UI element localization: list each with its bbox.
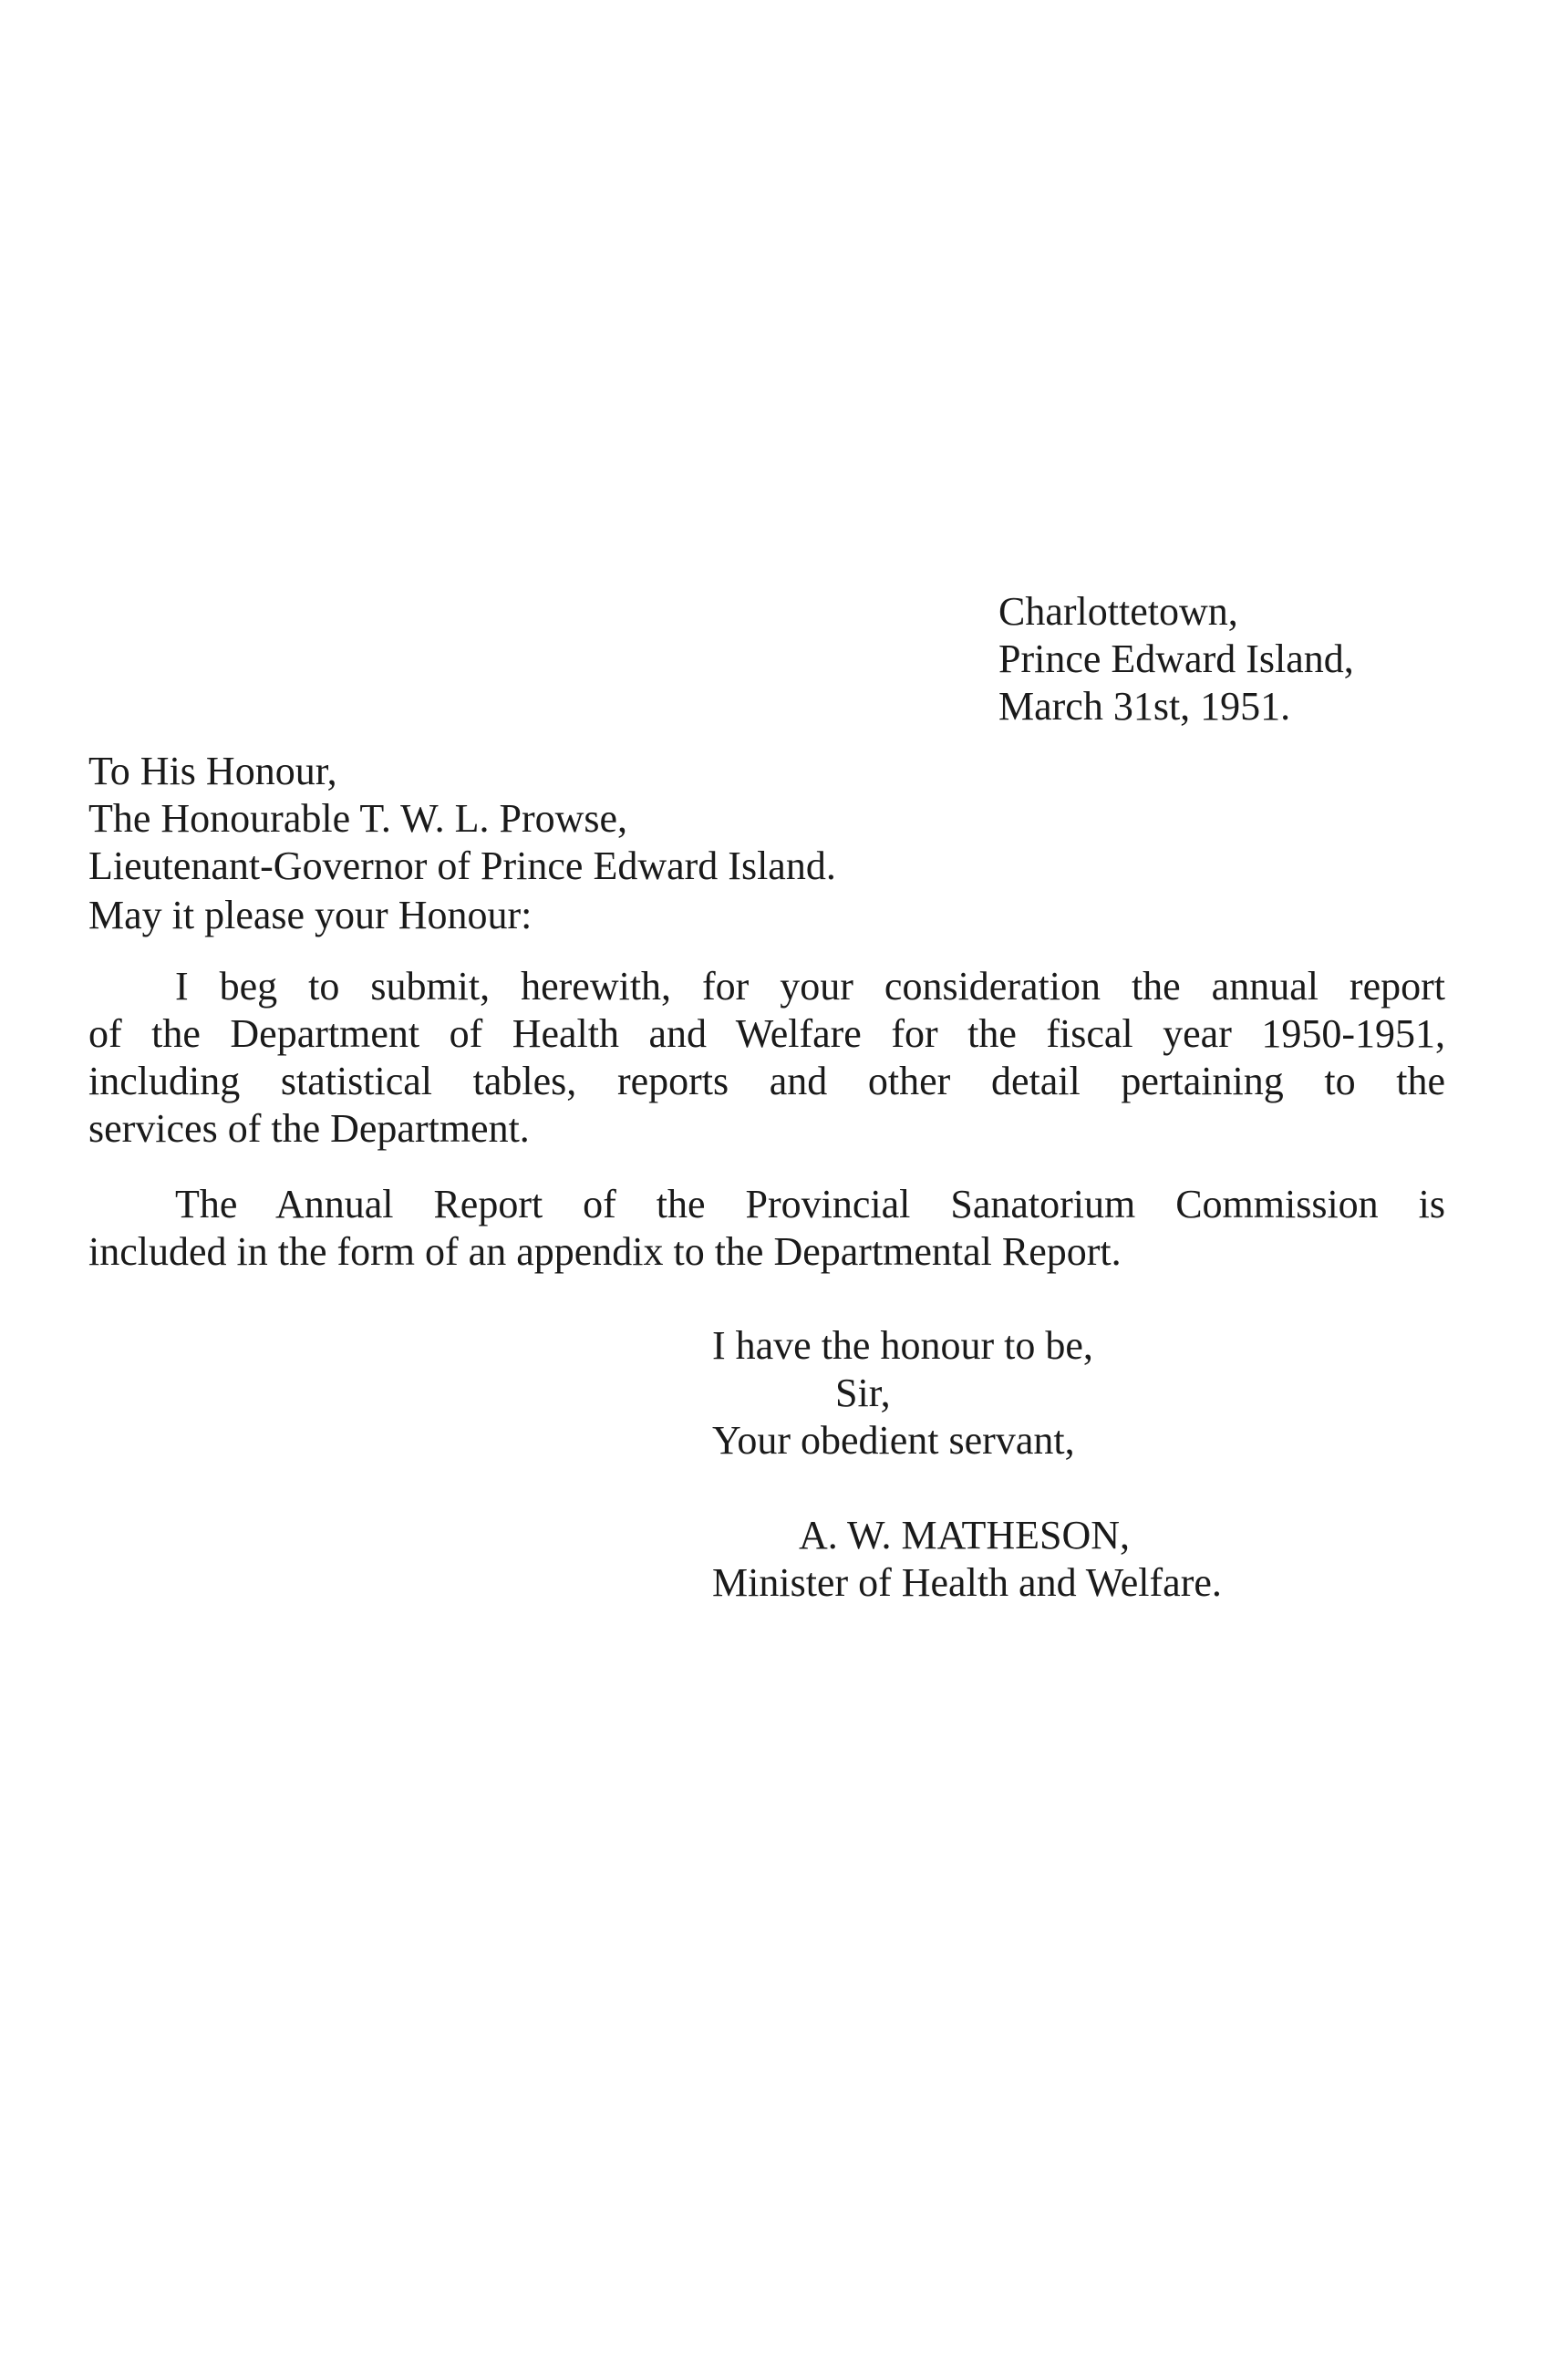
closing-line-1: I have the honour to be, xyxy=(712,1323,1093,1368)
place-city: Charlottetown, xyxy=(998,589,1238,634)
closing-line-3: Your obedient servant, xyxy=(712,1418,1075,1463)
address-line-3: Lieutenant-Governor of Prince Edward Island. xyxy=(88,843,836,888)
paragraph-1-row: including statistical tables, reports and other detail pertaining to the xyxy=(88,1059,1445,1103)
paragraph-1-row: I beg to submit, herewith, for your consideration the annual report xyxy=(175,964,1445,1009)
signatory-name: A. W. MATHESON, xyxy=(799,1513,1131,1557)
salutation: May it please your Honour: xyxy=(88,893,533,937)
address-line-2: The Honourable T. W. L. Prowse, xyxy=(88,796,628,841)
closing-sir: Sir, xyxy=(835,1371,891,1415)
closing-block xyxy=(712,1322,1093,1464)
signature-block xyxy=(712,1512,1222,1607)
place-province: Prince Edward Island, xyxy=(998,636,1354,681)
signatory-title: Minister of Health and Welfare. xyxy=(712,1560,1222,1605)
paragraph-2-row: The Annual Report of the Provincial Sanatorium Commission is xyxy=(175,1182,1445,1226)
letter-date: March 31st, 1951. xyxy=(998,684,1291,729)
paragraph-2-row: included in the form of an appendix to the Departmental Report. xyxy=(88,1229,1122,1274)
paragraph-1-row: of the Department of Health and Welfare for the fiscal year 1950-1951, xyxy=(88,1011,1445,1056)
address-line-1: To His Honour, xyxy=(88,749,337,793)
recipient-address xyxy=(88,748,836,890)
paragraph-1-row: services of the Department. xyxy=(88,1106,530,1151)
body-paragraph-2 xyxy=(88,1181,1445,1276)
place-date-block xyxy=(998,588,1354,730)
body-paragraph-1 xyxy=(88,963,1445,1153)
